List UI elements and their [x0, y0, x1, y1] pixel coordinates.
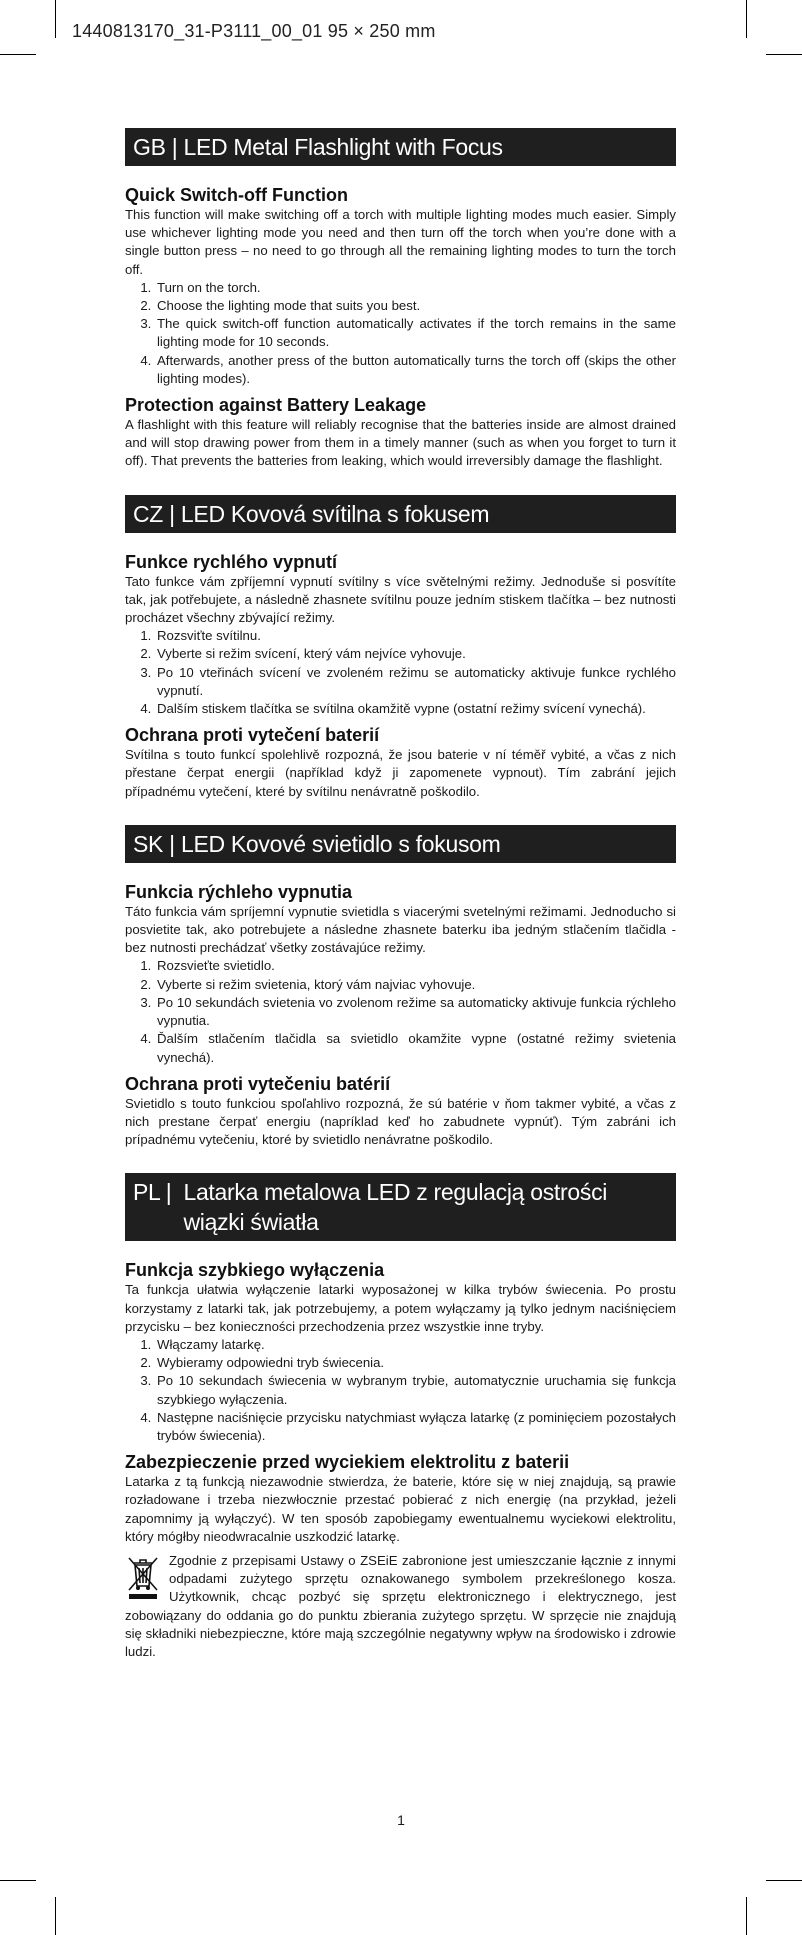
- weee-notice: [125, 1552, 676, 1661]
- paragraph: Tato funkce vám zpříjemní vypnutí svítilny s více světelnými režimy. Jednoduše si posvítíte tak, jak potřebujete, a následně zhasnete svítilnu pouze jedním stiskem tlačítka – bez nutnosti procházet všechny zbývající režimy.: [125, 573, 676, 626]
- steps-list: [125, 279, 676, 388]
- crop-mark: [0, 1880, 36, 1881]
- subsection-heading: Ochrana proti vytečeniu batérií: [125, 1073, 391, 1094]
- section-banner: [125, 128, 676, 166]
- step-item: 1. Rozsviťte svítilnu.: [155, 627, 676, 645]
- section-pl: [125, 1173, 676, 1661]
- step-item: 3. Po 10 sekundách svietenia vo zvolenom režime sa automaticky aktivuje funkcia rýchleho vypnutia.: [155, 994, 676, 1030]
- crop-mark: [766, 1880, 802, 1881]
- steps-list: [125, 627, 676, 718]
- step-item: 2. Choose the lighting mode that suits you best.: [155, 297, 676, 315]
- paragraph: This function will make switching off a torch with multiple lighting modes much easier. Simply use whichever lighting mode you need and then turn off the torch when you’re done with a single button press – no need to go through all the remaining lighting modes to turn the torch off.: [125, 207, 676, 277]
- product-title: LED Metal Flashlight with Focus: [183, 134, 503, 160]
- step-item: 3. The quick switch-off function automatically activates if the torch remains in the same lighting mode for 10 seconds.: [155, 315, 676, 351]
- section-banner: [125, 495, 676, 533]
- section-sk: [125, 825, 676, 1149]
- step-item: 2. Vyberte si režim svícení, který vám nejvíce vyhovuje.: [155, 645, 676, 663]
- step-item: 1. Turn on the torch.: [155, 279, 676, 297]
- section-gb: [125, 128, 676, 471]
- step-item: 4. Następne naciśnięcie przycisku natychmiast wyłącza latarkę (z pominięciem pozostałych trybów świecenia).: [155, 1409, 676, 1445]
- steps-list: [125, 957, 676, 1066]
- page-number: 1: [397, 1812, 405, 1828]
- step-item: 4. Ďalším stlačením tlačidla sa svietidlo okamžite vypne (ostatné režimy svietenia vynechá).: [155, 1030, 676, 1066]
- step-item: 3. Po 10 vteřinách svícení ve zvoleném režimu se automaticky aktivuje funkce rychlého vypnutí.: [155, 664, 676, 700]
- step-item: 1. Włączamy latarkę.: [155, 1336, 676, 1354]
- section-banner: [125, 825, 676, 863]
- print-job-header: 1440813170_31-P3111_00_01 95 × 250 mm: [72, 21, 436, 41]
- steps-list: [125, 1336, 676, 1445]
- language-code: SK |: [133, 830, 175, 857]
- manual-content: [125, 128, 676, 1661]
- product-title: LED Kovové svietidlo s fokusom: [180, 830, 501, 857]
- step-item: 4. Dalším stiskem tlačítka se svítilna okamžitě vypne (ostatní režimy svícení vynechá).: [155, 700, 676, 718]
- step-item: 2. Vyberte si režim svietenia, ktorý vám najviac vyhovuje.: [155, 976, 676, 994]
- subsection-heading: Quick Switch-off Function: [125, 185, 348, 205]
- crop-mark: [746, 1897, 747, 1935]
- crossed-out-wheelie-bin-icon: [125, 1554, 161, 1600]
- paragraph: Latarka z tą funkcją niezawodnie stwierdza, że baterie, które się w niej znajdują, są prawie rozładowane i trzeba niezwłocznie przestać pobierać z nich energię (na przykład, jeżeli zapomnimy ją wyłączyć). W ten sposób zapobiegamy ewentualnemu wyciekowi elektrolitu, który mógłby nieodwracalnie uszkodzić latarkę.: [125, 1474, 676, 1544]
- crop-mark: [746, 0, 747, 38]
- step-item: 3. Po 10 sekundach świecenia w wybranym trybie, automatycznie uruchamia się funkcja szybkiego wyłączenia.: [155, 1372, 676, 1408]
- section-cz: [125, 495, 676, 801]
- paragraph: A flashlight with this feature will reliably recognise that the batteries inside are almost drained and will stop drawing power from them in a timely manner (such as when you forget to turn it off). That prevents the batteries from leaking, which would irreversibly damage the flashlight.: [125, 417, 676, 469]
- subsection-heading: Zabezpieczenie przed wyciekiem elektrolitu z baterii: [125, 1452, 570, 1473]
- subsection-heading: Funkcia rýchleho vypnutia: [125, 881, 353, 902]
- crop-mark: [766, 54, 802, 55]
- crop-mark: [55, 1897, 56, 1935]
- crop-mark: [55, 0, 56, 38]
- step-item: 2. Wybieramy odpowiedni tryb świecenia.: [155, 1354, 676, 1372]
- subsection-heading: Funkcja szybkiego wyłączenia: [125, 1260, 385, 1281]
- paragraph: Svietidlo s touto funkciou spoľahlivo rozpozná, že sú batérie v ňom takmer vybité, a včas z nich prestane čerpať energiu (napríklad keď ho zabudnete vypnúť). Tým zabráni ich prípadnému vytečeniu, ktoré by svietidlo nenávratne poškodilo.: [125, 1095, 676, 1148]
- subsection-heading: Funkce rychlého vypnutí: [125, 551, 338, 572]
- step-item: 1. Rozsvieťte svietidlo.: [155, 957, 676, 975]
- subsection-heading: Ochrana proti vytečení baterií: [125, 725, 380, 746]
- section-banner: [125, 1173, 676, 1241]
- language-code: CZ |: [133, 500, 175, 527]
- step-item: 4. Afterwards, another press of the button automatically turns the torch off (skips the other lighting modes).: [155, 352, 676, 388]
- language-code: PL |: [133, 1179, 172, 1206]
- crop-mark: [0, 54, 36, 55]
- product-title: Latarka metalowa LED z regulacją ostrości wiązki światła: [183, 1179, 608, 1236]
- paragraph: Ta funkcja ułatwia wyłączenie latarki wyposażonej w kilka trybów świecenia. Po prostu korzystamy z latarki tak, jak potrzebujemy, a potem wyłączamy ją tylko jednym naciśnięciem przycisku – bez konieczności przechodzenia przez wszystkie inne tryby.: [125, 1282, 676, 1334]
- subsection-heading: Protection against Battery Leakage: [125, 395, 427, 416]
- paragraph: Svítilna s touto funkcí spolehlivě rozpozná, že jsou baterie v ní téměř vybité, a včas z nich přestane čerpat energii (například když ji zapomenete vypnout). Tím zabrání jejich případnému vytečení, které by svítilnu nenávratně poškodilo.: [125, 747, 676, 799]
- weee-paragraph: Zgodnie z przepisami Ustawy o ZSEiE zabronione jest umieszczanie łącznie z innymi odpadami zużytego sprzętu oznakowanego symbolem przekreślonego kosza. Użytkownik, chcąc pozbyć się sprzętu elektronicznego i elektrycznego, jest zobowiązany do oddania go do punktu zbierania zużytego sprzętu. W sprzęcie nie znajdują się składniki niebezpieczne, które mają szczególnie negatywny wpływ na środowisko i zdrowie ludzi.: [125, 1552, 676, 1659]
- product-title: LED Kovová svítilna s fokusem: [180, 500, 490, 527]
- paragraph: Táto funkcia vám spríjemní vypnutie svietidla s viacerými svetelnými režimami. Jednoducho si posvietite tak, ako potrebujete a následne zhasnete baterku iba jedným stlačením tlačidla - bez nutnosti prechádzať všetky zostávajúce režimy.: [125, 903, 676, 956]
- language-code: GB |: [133, 134, 178, 160]
